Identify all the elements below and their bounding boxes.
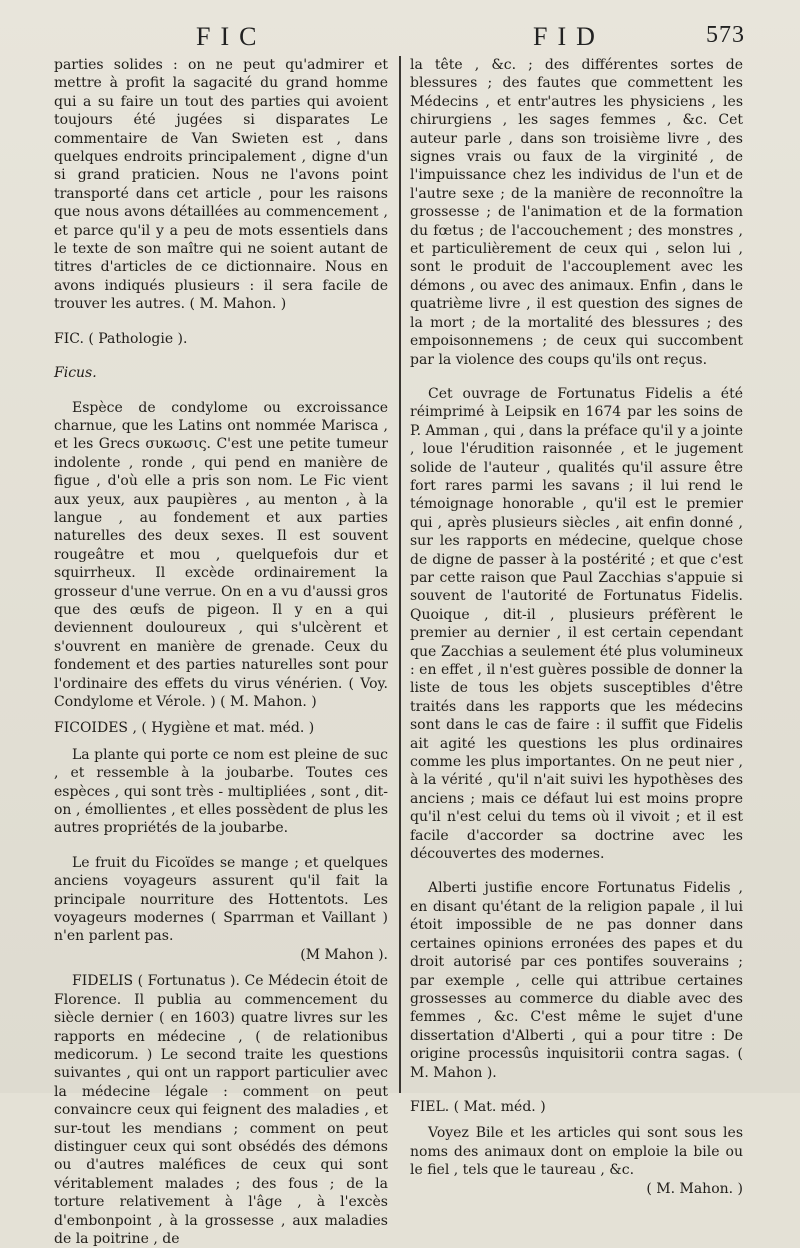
left-column bbox=[54, 56, 388, 1248]
signature: ( M. Mahon. ) bbox=[646, 1180, 743, 1197]
entry-text-ficoides-2: Le fruit du Ficoïdes se mange ; et quelques anciens voyageurs assurent qu'il fait la principale nourriture des Hottentots. Les voyageurs modernes ( Sparrman et Vaillant ) n'en parlent pas. bbox=[54, 854, 388, 945]
paragraph-continued: parties solides : on ne peut qu'admirer et mettre à profit la sagacité du grand homme qui a su faire un tout des parties qui avoient toujours été jugées si disparates Le commentaire de Van Swieten est , dans quelques endroits principalement , digne d'un si grand praticien. Nous ne l'avons point transporté dans cet article , pour les raisons que nous avons détaillées au commencement , et parce qu'il y a peu de mots essentiels dans le texte de son maître qui ne soient autant de titres d'articles de ce dictionnaire. Nous en avons indiqués plusieurs : il sera facile de trouver les autres. ( M. Mahon. ) bbox=[54, 57, 388, 313]
entry-text-fic: Espèce de condylome ou excroissance charnue, que les Latins ont nommée Marisca , et les Grecs συκωσις. C'est une petite tumeur indolente , ronde , qui pend en manière de figue , d'où elle a pris son nom. Le Fic vient aux yeux, aux paupières , au menton , à la langue , au fondement et aux parties naturelles des deux sexes. Il est souvent rougeâtre et mou , quelquefois dur et squirrheux. Il excède ordinairement la grosseur d'une verrue. On en a vu d'aussi gros que des œufs de pigeon. Il y en a qui deviennent douloureux , qui s'ulcèrent et s'ouvrent en manière de grenade. Ceux du fondement et des parties naturelles sont pour l'ordinaire des effets du virus vénérien. ( Voy. Condylome et Vérole. ) ( M. Mahon. ) bbox=[54, 399, 388, 710]
right-column bbox=[410, 56, 743, 1198]
page-number: 573 bbox=[706, 22, 745, 48]
entry-text-fidelis: FIDELIS ( Fortunatus ). Ce Médecin étoit de Florence. Il publia au commencement du siècle dernier ( en 1603) quatre livres sur les rapports en médecine , ( de relationibus medicorum. ) Le second traite les questions suivantes , qui ont un rapport particulier avec la médecine légale : comment on peut convaincre ceux qui feignent des maladies , et sur-tout les mendians ; comment on peut distinguer ceux qui sont obsédés des démons ou d'autres maléfices de ceux qui sont véritablement malades ; des fous ; de la torture relativement à l'âge , à l'excès d'embonpoint , à la grossesse , aux maladies de la poitrine , de bbox=[54, 973, 388, 1247]
entry-text-fiel: Voyez Bile et les articles qui sont sous les noms des animaux dont on emploie la bile ou le fiel , tels que le taureau , &c. bbox=[410, 1125, 743, 1179]
entry-heading-ficoides: FICOIDES , ( Hygiène et mat. méd. ) bbox=[54, 720, 315, 737]
signature: (M Mahon ). bbox=[300, 946, 388, 963]
entry-heading-fiel: FIEL. ( Mat. méd. ) bbox=[410, 1098, 546, 1115]
column-rule bbox=[399, 56, 401, 1093]
paragraph-fidelis-reprint: Cet ouvrage de Fortunatus Fidelis a été réimprimé à Leipsik en 1674 par les soins de P. Amman , qui , dans la préface qu'il y a jointe , loue l'érudition raisonnée , et le jugement solide de l'auteur , qualités qu'il assure être fort rares parmi les savans ; il lui rend le témoignage honorable , qu'il est le premier qui , après plusieurs siècles , ait enfin donné , sur les rapports en médecine, quelque chose de digne de passer à la postérité ; et que c'est par cette raison que Paul Zacchias s'appuie si souvent de l'autorité de Fortunatus Fidelis. Quoique , dit-il , plusieurs préfèrent le premier au dernier , il est certain cependant que Zacchias a seulement été plus volumineux : en effet , il n'est guères possible de donner la liste de tous les objets susceptibles d'être traités dans les rapports que les médecins sont dans le cas de faire : il suffit que Fidelis ait agité les questions les plus ordinaires comme les plus importantes. On ne peut nier , à la vérité , qu'il n'ait suivi les hypothèses des anciens ; mais ce défaut lui est moins propre qu'il n'est celui du tems où il vivoit ; et il est facile d'accorder sa doctrine avec les découvertes des modernes. bbox=[410, 385, 743, 863]
entry-subheading-ficus: Ficus. bbox=[54, 365, 97, 382]
running-head-right: FID bbox=[533, 22, 605, 51]
paragraph-alberti: Alberti justifie encore Fortunatus Fidelis , en disant qu'étant de la religion papale , il lui étoit impossible de ne pas donner dans certaines opinions erronées des papes et du droit autorisé par ces pontifes souverains ; par exemple , celle qui attribue certaines grossesses au commerce du diable avec des femmes , &c. C'est même le sujet d'une dissertation d'Alberti , qui a pour titre : De origine processûs inquisitorii contra sagas. ( M. Mahon ). bbox=[410, 880, 743, 1081]
entry-text-ficoides-1: La plante qui porte ce nom est pleine de suc , et ressemble à la joubarbe. Toutes ces espèces , qui sont très - multipliées , sont , dit-on , émollientes , et elles possèdent de plus les autres propriétés de la joubarbe. bbox=[54, 746, 388, 837]
entry-heading-fic: FIC. ( Pathologie ). bbox=[54, 330, 188, 347]
paragraph-continued: la tête , &c. ; des différentes sortes de blessures ; des fautes que commettent les Médecins , et entr'autres les physiciens , les chirurgiens , les sages femmes , &c. Cet auteur parle , dans son troisième livre , des signes vrais ou faux de la virginité , de l'impuissance chez les individus de l'un et de l'autre sexe ; de la manière de reconnoître la grossesse ; de l'animation et de la formation du fœtus ; de l'accouchement ; des monstres , et particulièrement de ceux qui , selon lui , sont le produit de l'accouplement avec les démons , ou avec des animaux. Enfin , dans le quatrième livre , il est question des signes de la mort ; de la mortalité des blessures ; des empoisonnemens ; de ceux qui succombent par la violence des coups qu'ils ont reçus. bbox=[410, 57, 743, 368]
running-head-left: FIC bbox=[196, 22, 267, 51]
